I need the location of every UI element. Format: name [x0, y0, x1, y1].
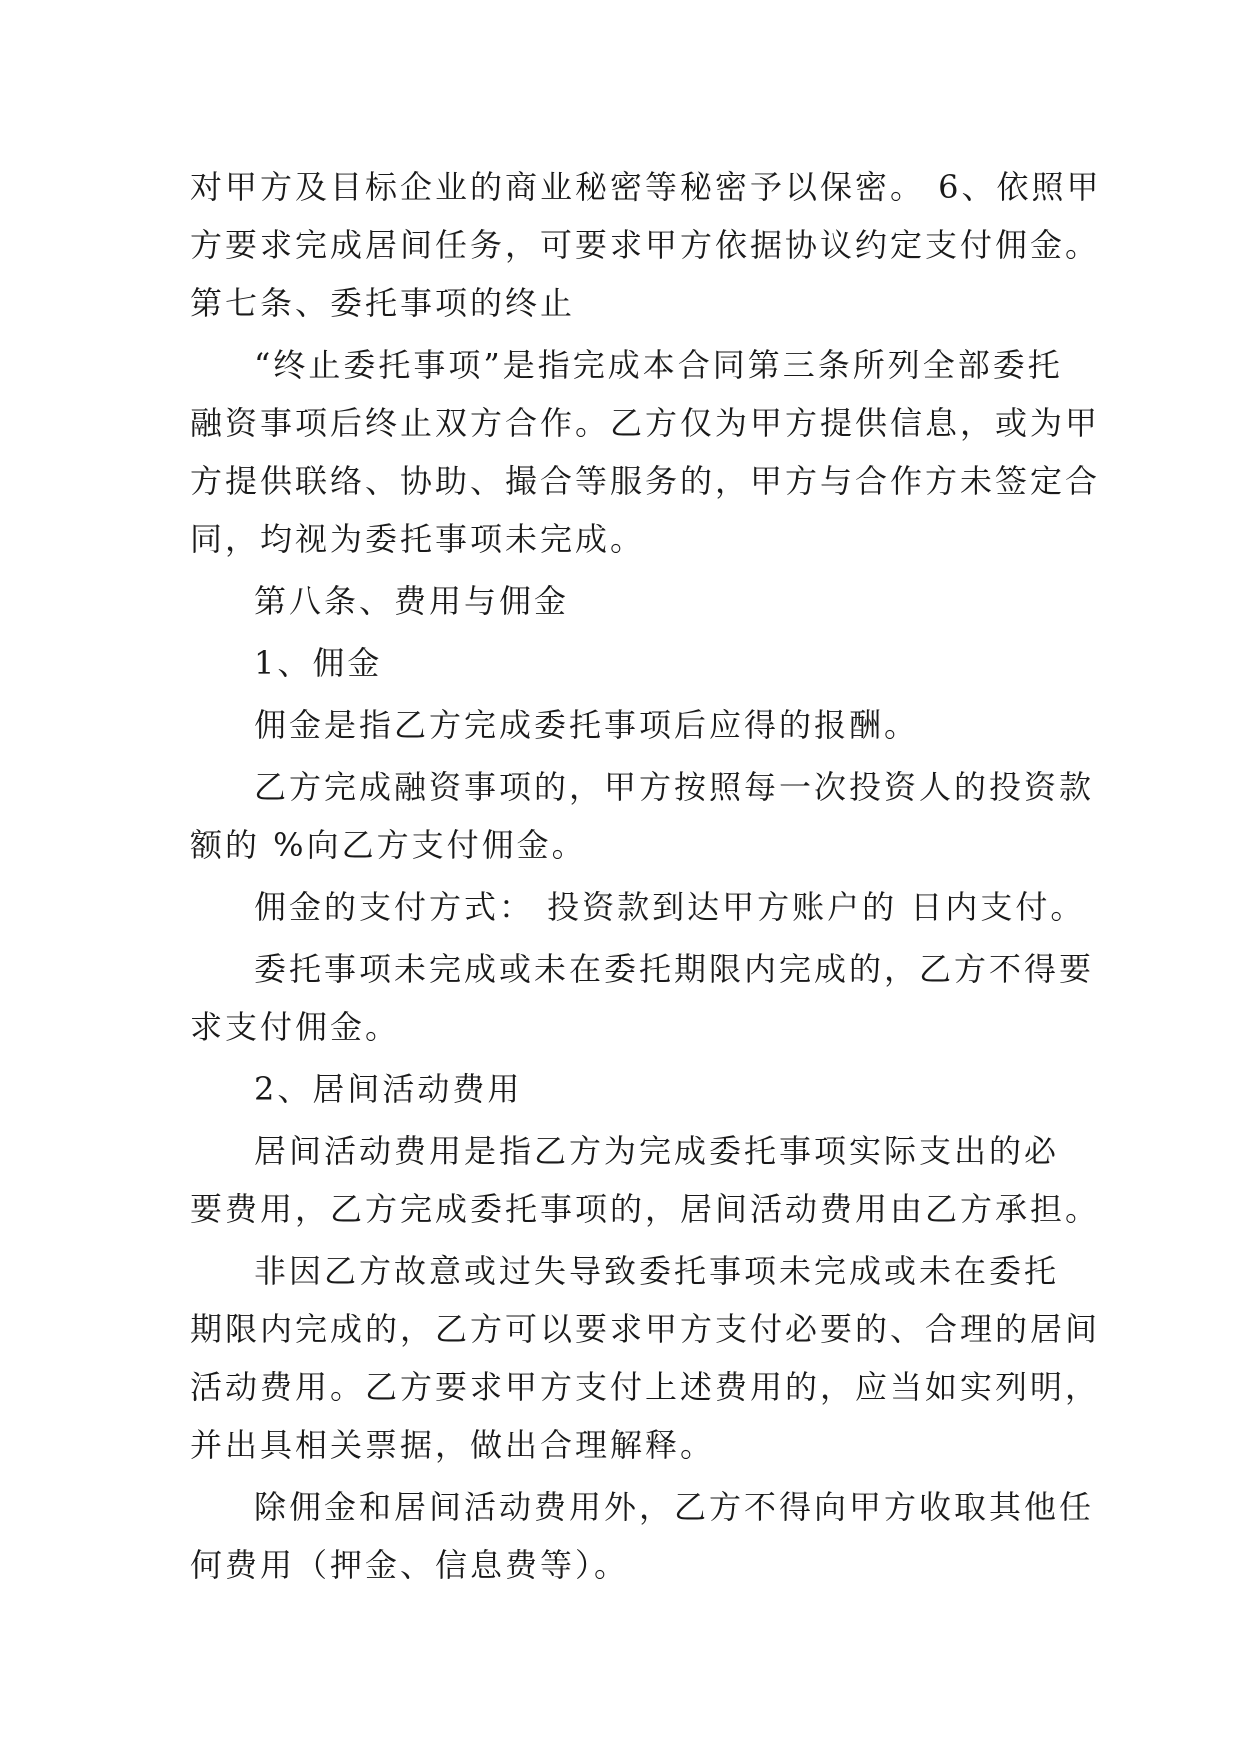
text-line: 融资事项后终止双方合作。乙方仅为甲方提供信息，或为甲: [190, 404, 1101, 442]
text-line: 非因乙方故意或过失导致委托事项未完成或未在委托: [254, 1252, 1060, 1290]
text-line: “终止委托事项”是指完成本合同第三条所列全部委托: [254, 346, 1063, 384]
section-heading: 第七条、委托事项的终止: [190, 284, 576, 322]
text-line: 乙方完成融资事项的，甲方按照每一次投资人的投资款: [254, 768, 1095, 806]
text-line: 期限内完成的，乙方可以要求甲方支付必要的、合理的居间: [190, 1310, 1101, 1348]
text-line: 并出具相关票据，做出合理解释。: [190, 1426, 716, 1464]
text-line: 方要求完成居间任务，可要求甲方依据协议约定支付佣金。: [190, 226, 1101, 264]
text-line: 活动费用。乙方要求甲方支付上述费用的，应当如实列明，: [190, 1368, 1101, 1406]
text-line: 委托事项未完成或未在委托期限内完成的，乙方不得要: [254, 950, 1095, 988]
text-line: 除佣金和居间活动费用外，乙方不得向甲方收取其他任: [254, 1488, 1095, 1526]
text-line: 何费用（押金、信息费等）。: [190, 1546, 630, 1584]
subsection-heading: 2、居间活动费用: [254, 1070, 523, 1108]
text-line: 方提供联络、协助、撮合等服务的，甲方与合作方未签定合: [190, 462, 1101, 500]
text-line: 要费用，乙方完成委托事项的，居间活动费用由乙方承担。: [190, 1190, 1101, 1228]
text-line: 对甲方及目标企业的商业秘密等秘密予以保密。 6、依照甲: [190, 168, 1102, 206]
subsection-heading: 1、佣金: [254, 644, 383, 682]
section-heading: 第八条、费用与佣金: [254, 582, 570, 620]
text-line: 佣金的支付方式： 投资款到达甲方账户的 日内支付。: [254, 888, 1086, 926]
text-line: 同，均视为委托事项未完成。: [190, 520, 646, 558]
text-line: 额的 %向乙方支付佣金。: [190, 826, 587, 864]
text-line: 居间活动费用是指乙方为完成委托事项实际支出的必: [254, 1132, 1060, 1170]
document-body: [190, 158, 1102, 1594]
text-line: 佣金是指乙方完成委托事项后应得的报酬。: [254, 706, 920, 744]
text-line: 求支付佣金。: [190, 1008, 401, 1046]
